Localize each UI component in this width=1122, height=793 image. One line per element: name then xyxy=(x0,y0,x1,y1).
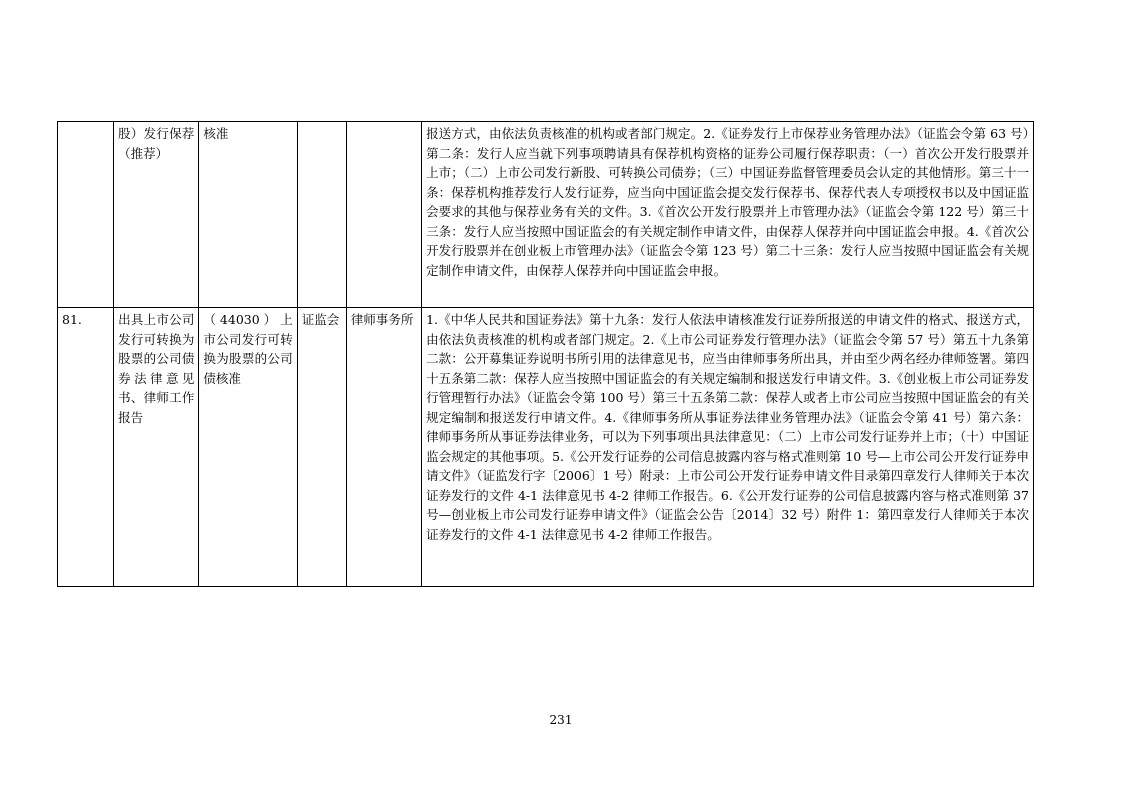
document-table xyxy=(57,121,1034,587)
page-number: 231 xyxy=(549,713,573,727)
agency xyxy=(346,122,421,308)
row-number: 81. xyxy=(58,308,114,587)
table-row xyxy=(58,122,1034,308)
approval-type: 核准 xyxy=(199,122,297,308)
legal-basis: 报送方式，由依法负责核准的机构或者部门规定。2.《证券发行上市保荐业务管理办法》（证监会令第 63 号）第二条：发行人应当就下列事项聘请具有保荐机构资格的证券公司履行保荐职责：（一）首次公开发行股票并上市；（二）上市公司发行新股、可转换公司债券；（三）中国证券监督管理委员会认定的其他情形。第三十一条：保荐机构推荐发行人发行证券，应当向中国证监会提交发行保荐书、保荐代表人专项授权书以及中国证监会要求的其他与保荐业务有关的文件。3.《首次公开发行股票并上市管理办法》（证监会令第 122 号）第三十三条：发行人应当按照中国证监会的有关规定制作申请文件，由保荐人保荐并向中国证监会申报。4.《首次公开发行股票并在创业板上市管理办法》（证监会令第 123 号）第二十三条：发行人应当按照中国证监会有关规定制作申请文件，由保荐人保荐并向中国证监会申报。 xyxy=(422,122,1034,308)
department: 证监会 xyxy=(297,308,346,587)
item-name: 出具上市公司发行可转换为股票的公司债券法律意见书、律师工作报告 xyxy=(114,308,199,587)
table-row xyxy=(58,308,1034,587)
department xyxy=(297,122,346,308)
agency: 律师事务所 xyxy=(346,308,421,587)
legal-basis: 1.《中华人民共和国证券法》第十九条：发行人依法申请核准发行证券所报送的申请文件的格式、报送方式，由依法负责核准的机构或者部门规定。2.《上市公司证券发行管理办法》（证监会令第 57 号）第五十九条第二款：公开募集证券说明书所引用的法律意见书，应当由律师事务所出具，并由至少两名经办律师签署。第四十五条第二款：保荐人应当按照中国证监会的有关规定编制和报送发行申请文件。3.《创业板上市公司证券发行管理暂行办法》（证监会令第 100 号）第三十五条第二款：保荐人或者上市公司应当按照中国证监会的有关规定编制和报送发行申请文件。4.《律师事务所从事证券法律业务管理办法》（证监会令第 41 号）第六条：律师事务所从事证券法律业务，可以为下列事项出具法律意见：（二）上市公司发行证券并上市；（十）中国证监会规定的其他事项。5.《公开发行证券的公司信息披露内容与格式准则第 10 号—上市公司公开发行证券申请文件》（证监发行字〔2006〕1 号）附录：上市公司公开发行证券申请文件目录第四章发行人律师关于本次证券发行的文件 4-1 法律意见书 4-2 律师工作报告。6.《公开发行证券的公司信息披露内容与格式准则第 37 号—创业板上市公司发行证券申请文件》（证监会公告〔2014〕32 号）附件 1：第四章发行人律师关于本次证券发行的文件 4-1 法律意见书 4-2 律师工作报告。 xyxy=(422,308,1034,587)
approval-type: （44030）上市公司发行可转换为股票的公司债核准 xyxy=(199,308,297,587)
row-number xyxy=(58,122,114,308)
item-name: 股）发行保荐（推荐） xyxy=(114,122,199,308)
